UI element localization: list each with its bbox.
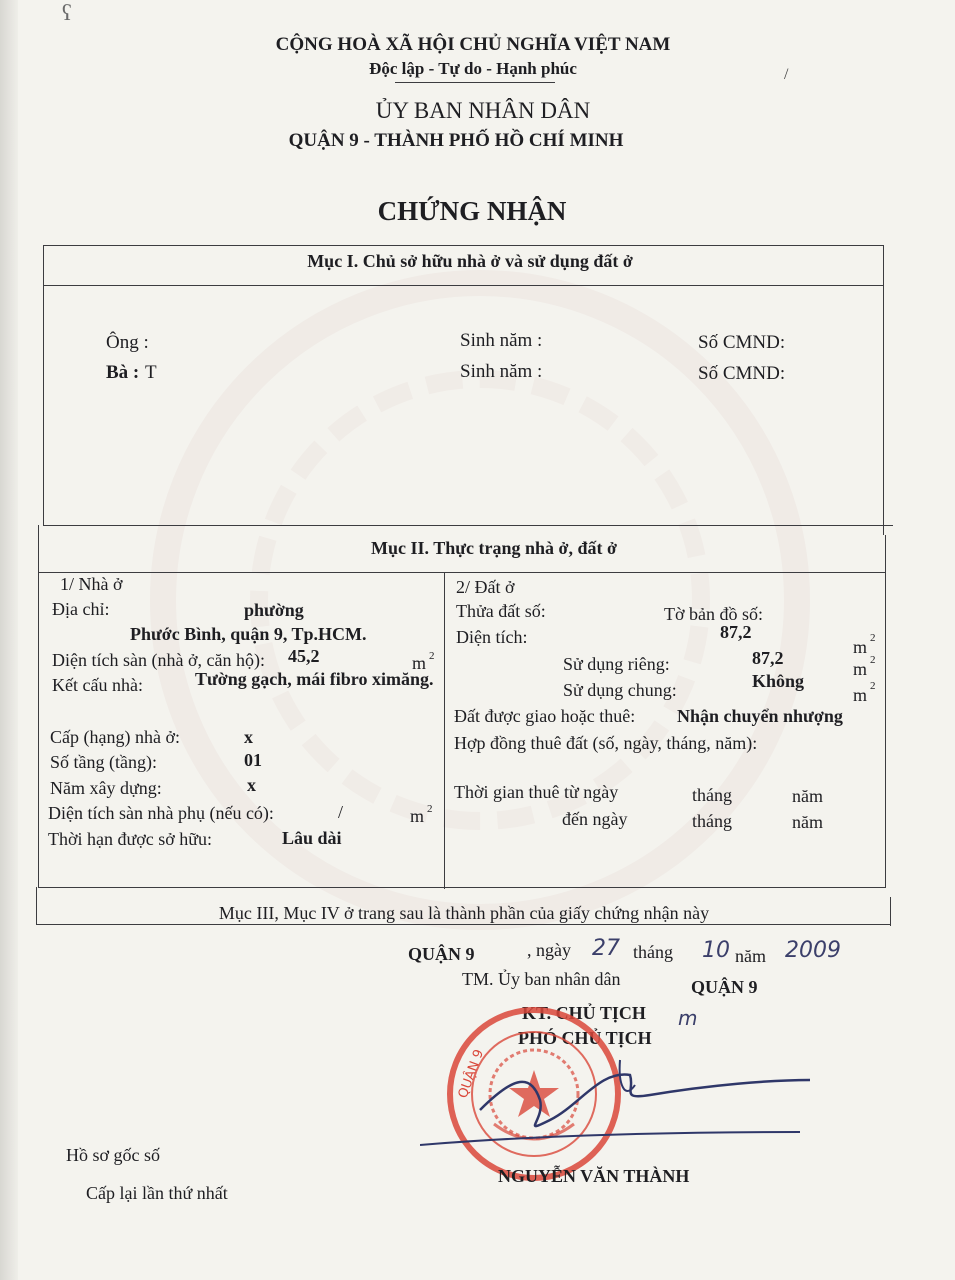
structure-label: Kết cấu nhà: xyxy=(52,675,143,695)
floor-area-unit-sup: 2 xyxy=(429,650,435,662)
date-prefix: , ngày xyxy=(527,940,571,960)
motto-underline xyxy=(395,82,555,83)
shared-use-value: Không xyxy=(752,671,805,691)
private-use-unit-sup: 2 xyxy=(870,654,876,666)
private-use-unit: m xyxy=(853,659,868,679)
signer-name: NGUYỄN VĂN THÀNH xyxy=(498,1166,690,1186)
owner-female-value: T xyxy=(145,362,157,383)
land-heading: 2/ Đất ở xyxy=(456,577,515,597)
private-use-value: 87,2 xyxy=(752,648,784,668)
plot-number-label: Thửa đất số: xyxy=(456,601,546,621)
ownership-term-value: Lâu dài xyxy=(282,828,342,848)
aux-area-unit-sup: 2 xyxy=(427,803,433,815)
grade-value: x xyxy=(244,727,253,747)
id-number-label-1: Số CMND: xyxy=(698,332,786,353)
owner-male-label: Ông : xyxy=(106,332,149,353)
land-area-unit: m xyxy=(853,637,868,657)
ownership-term-label: Thời hạn được sở hữu: xyxy=(48,829,213,849)
grade-label: Cấp (hạng) nhà ở: xyxy=(50,727,180,747)
box2-heading-line xyxy=(38,572,886,573)
note-left xyxy=(36,887,37,924)
floors-value: 01 xyxy=(244,750,262,770)
page-edge xyxy=(0,0,18,1280)
lease-to-label: đến ngày xyxy=(562,809,628,829)
aux-area-value: / xyxy=(338,802,344,822)
watermark-emblem-inner xyxy=(250,370,710,830)
date-month: 10 xyxy=(702,938,730,963)
land-area-unit-sup: 2 xyxy=(870,632,876,644)
section1-heading: Mục I. Chủ sở hữu nhà ở và sử dụng đất ở xyxy=(307,251,633,271)
section2-heading: Mục II. Thực trạng nhà ở, đất ở xyxy=(371,538,617,558)
document-title: CHỨNG NHẬN xyxy=(377,196,567,226)
signer-role-2: PHÓ CHỦ TỊCH xyxy=(518,1028,652,1048)
land-area-label: Diện tích: xyxy=(456,627,528,647)
lease-to-year-label: năm xyxy=(792,812,823,832)
handwritten-signature xyxy=(420,1040,820,1170)
allocation-value: Nhận chuyển nhượng xyxy=(677,706,843,726)
date-year-label: năm xyxy=(735,946,766,966)
ward-label: phường xyxy=(244,600,304,620)
district-title: QUẬN 9 - THÀNH PHỐ HỒ CHÍ MINH xyxy=(288,130,624,151)
date-day: 27 xyxy=(592,936,620,961)
allocation-label: Đất được giao hoặc thuê: xyxy=(454,706,636,726)
lease-from-month-label: tháng xyxy=(692,785,732,805)
initial-mark: m xyxy=(678,1006,698,1030)
map-sheet-label: Tờ bản đồ số: xyxy=(664,604,764,624)
authority-title: ỦY BAN NHÂN DÂN xyxy=(375,98,591,123)
nation-header: CỘNG HOÀ XÃ HỘI CHỦ NGHĨA VIỆT NAM xyxy=(275,34,671,55)
address-label: Địa chỉ: xyxy=(52,599,110,619)
box2-right xyxy=(885,535,886,887)
on-behalf-district: QUẬN 9 xyxy=(691,977,758,997)
year-built-label: Năm xây dựng: xyxy=(50,778,162,798)
land-area-value: 87,2 xyxy=(720,622,752,642)
box1-right xyxy=(883,245,884,535)
address-line2: Phước Bình, quận 9, Tp.HCM. xyxy=(130,624,367,644)
original-file-label: Hồ sơ gốc số xyxy=(66,1145,161,1165)
date-year: 2009 xyxy=(785,938,841,963)
signer-role-1: KT. CHỦ TỊCH xyxy=(522,1003,646,1023)
reissue-label: Cấp lại lần thứ nhất xyxy=(86,1183,228,1203)
private-use-label: Sử dụng riêng: xyxy=(563,654,670,674)
note-bottom xyxy=(36,924,891,925)
aux-area-unit: m xyxy=(410,806,425,826)
shared-use-label: Sử dụng chung: xyxy=(563,680,677,700)
box2-bottom xyxy=(38,887,886,888)
birth-year-label-2: Sinh năm : xyxy=(460,361,543,382)
floor-area-label: Diện tích sàn (nhà ở, căn hộ): xyxy=(52,650,265,670)
box2-left xyxy=(38,525,39,887)
box2-top xyxy=(43,525,893,526)
owner-female-label: Bà : xyxy=(106,362,140,383)
note-right xyxy=(890,897,891,926)
on-behalf: TM. Ủy ban nhân dân xyxy=(462,969,621,989)
id-number-label-2: Số CMND: xyxy=(698,363,786,384)
year-built-value: x xyxy=(247,775,256,795)
lease-from-label: Thời gian thuê từ ngày xyxy=(454,782,619,802)
aux-area-label: Diện tích sàn nhà phụ (nếu có): xyxy=(48,803,274,823)
lease-to-month-label: tháng xyxy=(692,811,732,831)
footer-note: Mục III, Mục IV ở trang sau là thành phần của giấy chứng nhận này xyxy=(218,903,710,923)
box1-heading-line xyxy=(43,285,884,286)
box1-left xyxy=(43,245,44,525)
floor-area-value: 45,2 xyxy=(288,646,320,666)
shared-use-unit: m xyxy=(853,685,868,705)
lease-from-year-label: năm xyxy=(792,786,823,806)
date-month-label: tháng xyxy=(633,942,673,962)
date-place: QUẬN 9 xyxy=(408,944,475,964)
structure-value: Tường gạch, mái fibro ximăng. xyxy=(195,669,434,689)
shared-use-unit-sup: 2 xyxy=(870,680,876,692)
stray-mark: / xyxy=(784,66,789,83)
corner-mark: ʕ xyxy=(62,0,72,25)
floors-label: Số tầng (tầng): xyxy=(50,752,157,772)
house-heading: 1/ Nhà ở xyxy=(60,574,123,594)
lease-contract-label: Hợp đồng thuê đất (số, ngày, tháng, năm): xyxy=(454,733,758,753)
box2-divider xyxy=(444,572,445,889)
floor-area-unit: m xyxy=(412,653,427,673)
motto: Độc lập - Tự do - Hạnh phúc xyxy=(369,59,577,78)
birth-year-label-1: Sinh năm : xyxy=(460,330,543,351)
seal-text: QUẬN 9 xyxy=(455,1047,488,1101)
box1-top xyxy=(43,245,884,246)
